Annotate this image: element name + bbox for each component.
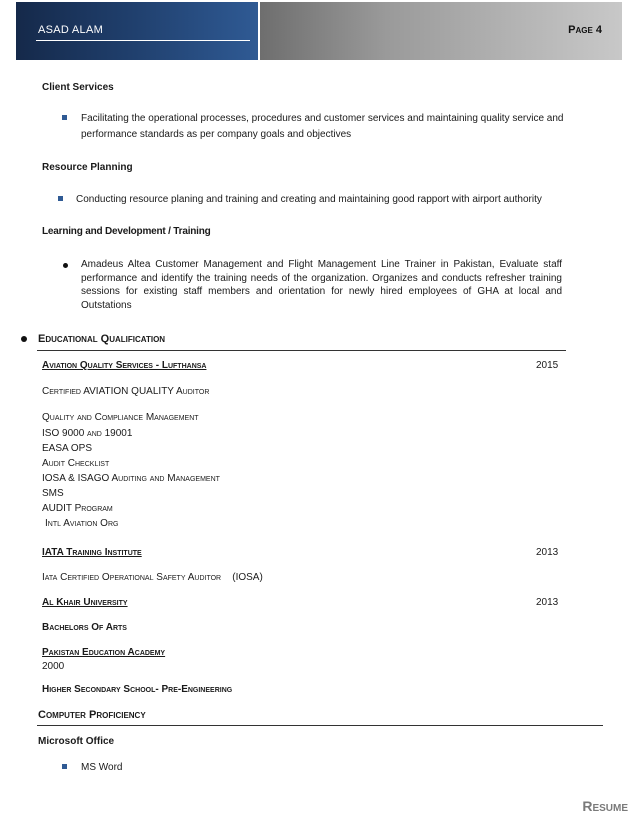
education-item xyxy=(42,571,263,584)
header-name: ASAD ALAM xyxy=(38,24,104,36)
education-item: ISO 9000 and 19001 xyxy=(42,428,133,439)
education-item: Intl Aviation Org xyxy=(45,518,119,529)
education-item: IOSA & ISAGO Auditing and Management xyxy=(42,473,220,484)
computer-subheading: Microsoft Office xyxy=(38,736,115,747)
footer-label: Resume xyxy=(582,798,628,814)
education-item: EASA OPS xyxy=(42,443,93,454)
education-year: 2015 xyxy=(536,360,559,371)
header-name-rule xyxy=(36,40,250,41)
page-number: Page 4 xyxy=(568,24,602,36)
section-bullet-icon xyxy=(21,336,27,342)
education-heading: Educational Qualification xyxy=(38,333,166,345)
education-year: 2000 xyxy=(42,661,65,672)
learning-heading: Learning and Development / Training xyxy=(42,226,211,237)
education-institution: Pakistan Education Academy xyxy=(42,647,166,658)
education-year: 2013 xyxy=(536,547,559,558)
education-institution: Aviation Quality Services - Lufthansa xyxy=(42,360,207,371)
education-item-suffix: (IOSA) xyxy=(232,572,263,583)
computer-rule xyxy=(37,725,603,726)
education-rule xyxy=(37,350,566,351)
resource-planning-bullet: Conducting resource planing and training and creating and maintaining good rapport with airport authority xyxy=(76,194,542,205)
client-services-heading: Client Services xyxy=(42,82,114,93)
computer-bullet: MS Word xyxy=(81,762,123,773)
education-item: Bachelors Of Arts xyxy=(42,622,127,633)
education-item: Higher Secondary School- Pre-Engineering xyxy=(42,684,233,695)
education-item: SMS xyxy=(42,488,64,499)
education-year: 2013 xyxy=(536,597,559,608)
square-bullet-icon xyxy=(62,115,67,120)
education-item: Quality and Compliance Management xyxy=(42,412,199,423)
education-item: AUDIT Program xyxy=(42,503,113,514)
resource-planning-heading: Resource Planning xyxy=(42,162,133,173)
education-item: Certified AVIATION QUALITY Auditor xyxy=(42,386,210,397)
computer-heading: Computer Proficiency xyxy=(38,709,146,721)
learning-bullet: Amadeus Altea Customer Management and Flight Management Line Trainer in Pakistan, Evaluate staff performance and identify the training needs of the organization. Organizes and conducts refresher training sessions for existing staff members and orientation for newly hired employees of GHA at local and Outstations xyxy=(81,259,562,311)
client-services-bullet-cont: performance standards as per company goals and objectives xyxy=(81,129,352,140)
education-item: Audit Checklist xyxy=(42,458,110,469)
client-services-bullet: Facilitating the operational processes, procedures and customer services and maintaining quality service and xyxy=(81,113,564,124)
education-item-text: Iata Certified Operational Safety Auditor xyxy=(42,572,222,583)
education-institution: IATA Training Institute xyxy=(42,547,142,558)
square-bullet-icon xyxy=(62,764,67,769)
education-institution: Al Khair University xyxy=(42,597,128,608)
square-bullet-icon xyxy=(58,196,63,201)
round-bullet-icon xyxy=(63,263,68,268)
